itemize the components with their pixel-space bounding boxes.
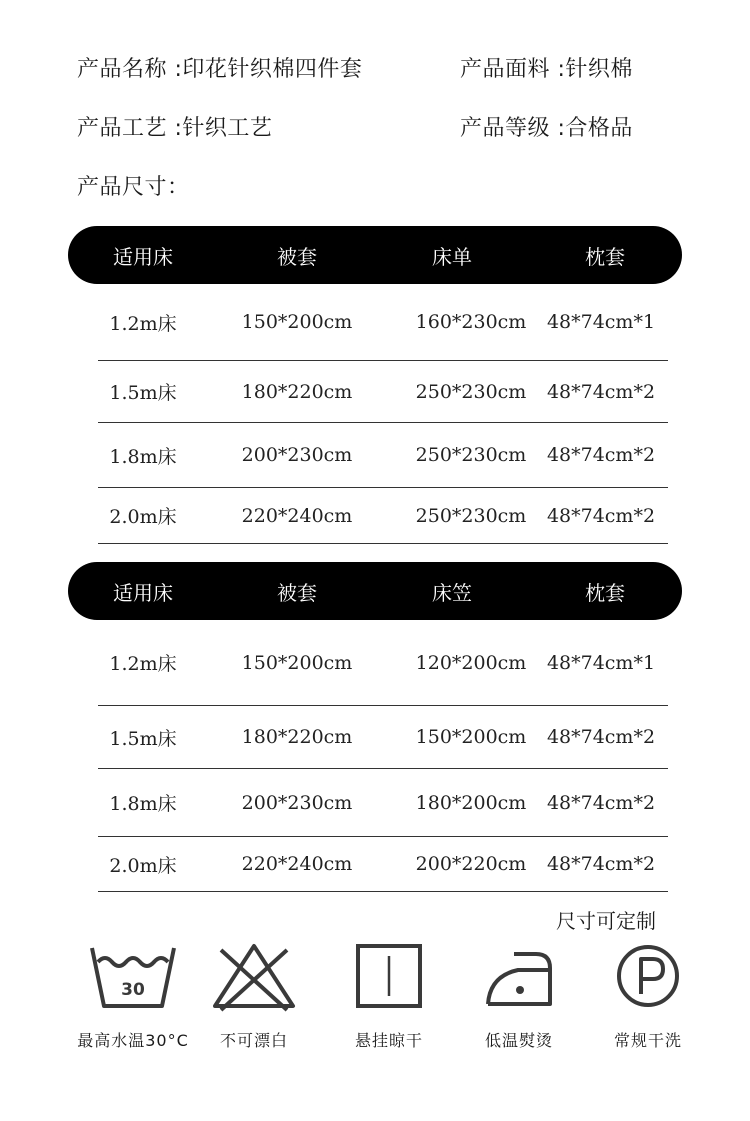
table-body [98, 284, 668, 544]
header-bed: 适用床 [113, 244, 173, 269]
table-row [98, 423, 668, 488]
header-duvet: 被套 [277, 244, 317, 269]
product-grade-label: 产品等级 [460, 116, 551, 141]
cell-sheet: 250*230cm [415, 380, 527, 403]
cell-duvet: 150*200cm [241, 651, 353, 674]
cell-bed: 2.0m床 [109, 506, 177, 528]
cell-bed: 1.2m床 [109, 653, 177, 675]
cell-duvet: 200*230cm [241, 444, 353, 466]
cell-bed: 1.8m床 [109, 445, 177, 468]
cell-fitted-sheet: 200*220cm [415, 853, 527, 875]
no-bleach-icon [209, 942, 299, 1012]
cell-bed: 1.5m床 [109, 382, 177, 404]
care-item-dry [319, 942, 459, 1050]
cell-duvet: 220*240cm [241, 853, 353, 875]
table-row [98, 706, 668, 769]
cell-sheet: 250*230cm [415, 504, 527, 527]
header-pillowcase: 枕套 [585, 580, 625, 605]
cell-sheet: 160*230cm [415, 311, 527, 333]
cell-pillowcase: 48*74cm*2 [546, 791, 656, 814]
product-name-label: 产品名称 [77, 57, 168, 82]
hang-dry-icon [344, 942, 434, 1012]
table-header [68, 562, 682, 620]
product-grade-value: :合格品 [557, 116, 633, 141]
care-item-wash [63, 942, 203, 1050]
care-label-dryclean: 常规干洗 [613, 1031, 682, 1050]
cell-pillowcase: 48*74cm*2 [546, 853, 656, 875]
table-row [98, 620, 668, 706]
wash-temp-text: 30 [121, 980, 145, 1000]
care-label-bleach: 不可漂白 [219, 1031, 288, 1050]
table-row [98, 488, 668, 544]
product-name [77, 52, 362, 83]
cell-bed: 1.5m床 [109, 727, 177, 750]
cell-pillowcase: 48*74cm*2 [546, 726, 656, 748]
cell-duvet: 180*220cm [241, 380, 353, 403]
cell-sheet: 250*230cm [415, 444, 527, 466]
cell-pillowcase: 48*74cm*2 [546, 380, 656, 403]
table-row [98, 361, 668, 423]
care-instructions [0, 942, 750, 1062]
product-name-value: :印花针织棉四件套 [174, 57, 363, 82]
header-sheet: 床单 [432, 244, 472, 269]
cell-fitted-sheet: 180*200cm [415, 791, 527, 814]
product-craft-value: :针织工艺 [174, 116, 273, 141]
header-fitted-sheet: 床笠 [432, 580, 472, 605]
care-item-iron [449, 942, 589, 1050]
care-label-iron: 低温熨烫 [484, 1031, 553, 1050]
low-iron-icon [474, 942, 564, 1012]
size-table-fitted [68, 562, 682, 892]
cell-duvet: 180*220cm [241, 726, 353, 748]
table-row [98, 284, 668, 361]
cell-duvet: 200*230cm [241, 791, 353, 814]
cell-pillowcase: 48*74cm*1 [546, 311, 656, 333]
product-fabric-label: 产品面料 [460, 57, 551, 82]
cell-duvet: 220*240cm [241, 504, 353, 527]
wash-30-icon [88, 942, 178, 1012]
cell-fitted-sheet: 150*200cm [415, 726, 527, 748]
size-table-sheet [68, 226, 682, 544]
cell-bed: 1.2m床 [109, 312, 177, 335]
cell-duvet: 150*200cm [241, 311, 353, 333]
cell-pillowcase: 48*74cm*2 [546, 504, 656, 527]
dry-clean-p-icon [603, 942, 693, 1012]
table-row [98, 769, 668, 837]
product-fabric [460, 52, 633, 83]
product-size-label: 产品尺寸： [77, 175, 190, 200]
header-pillowcase: 枕套 [585, 244, 625, 269]
cell-pillowcase: 48*74cm*2 [546, 444, 656, 466]
product-fabric-value: :针织棉 [557, 57, 633, 82]
cell-pillowcase: 48*74cm*1 [546, 651, 656, 674]
table-body [98, 620, 668, 892]
product-grade [460, 111, 633, 142]
care-item-bleach [184, 942, 324, 1050]
cell-bed: 1.8m床 [109, 793, 177, 815]
custom-size-note: 尺寸可定制 [556, 909, 656, 933]
table-header [68, 226, 682, 284]
product-craft [77, 111, 272, 142]
table-row [98, 837, 668, 892]
header-bed: 适用床 [113, 580, 173, 605]
header-duvet: 被套 [277, 580, 317, 605]
cell-bed: 2.0m床 [109, 854, 177, 877]
cell-fitted-sheet: 120*200cm [415, 651, 527, 674]
care-label-wash: 最高水温30°C [77, 1031, 189, 1050]
product-craft-label: 产品工艺 [77, 116, 168, 141]
care-label-dry: 悬挂晾干 [354, 1031, 423, 1050]
care-item-dryclean [578, 942, 718, 1050]
